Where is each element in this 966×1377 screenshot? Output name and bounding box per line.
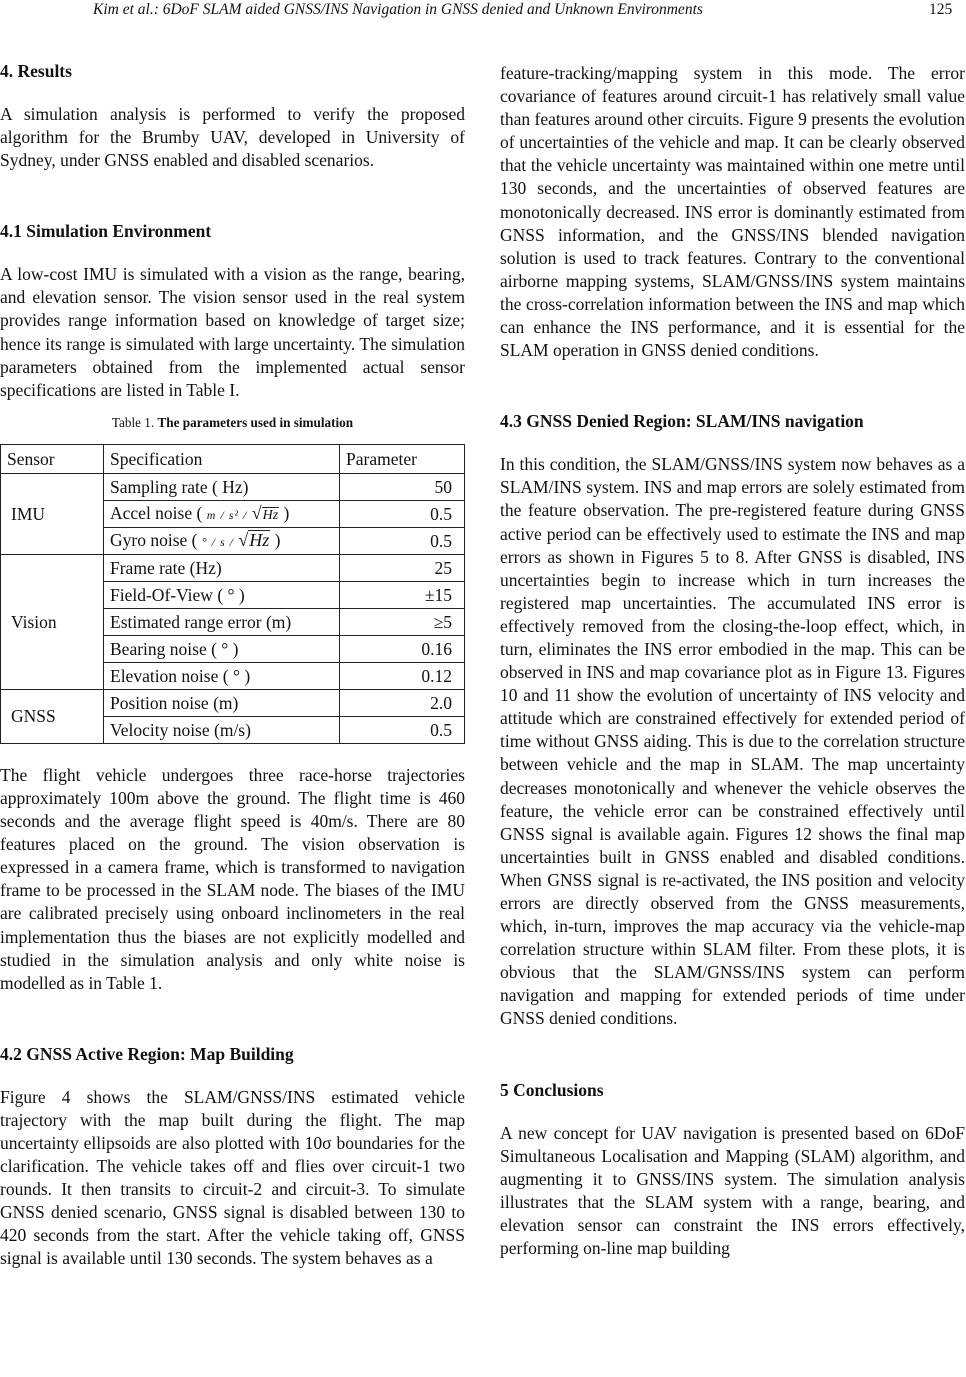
sensor-imu: IMU: [1, 473, 104, 554]
table-row: [1, 473, 465, 500]
simulation-environment-paragraph: A low-cost IMU is simulated with a vision as the range, bearing, and elevation sensor. The vision sensor used in the real system provides range information based on knowledge of target size; hence its range is simulated with large uncertainty. The simulation parameters obtained from the implemented actual sensor specifications are listed in Table I.: [0, 264, 465, 400]
value-cell: ±15: [340, 581, 465, 608]
sensor-vision: Vision: [1, 554, 104, 689]
conclusions-heading: 5 Conclusions: [500, 1079, 604, 1100]
simulation-environment-heading: 4.1 Simulation Environment: [0, 221, 212, 242]
spec-cell: [104, 527, 340, 554]
spec-cell: Field-Of-View ( ° ): [104, 581, 340, 608]
spec-cell: [104, 500, 340, 527]
table-caption: [0, 414, 465, 432]
header-sensor: Sensor: [1, 444, 104, 473]
gnss-denied-paragraph: In this condition, the SLAM/GNSS/INS system now behaves as a SLAM/INS system. INS and map errors are solely estimated from the feature observation. The pre-registered feature during GNSS active period can be effectively used to estimate the INS and map errors as shown in Figures 5 to 8. After GNSS is disabled, INS uncertainties begin to increase which in turn increases the registered map uncertainties. The accumulated INS error is effectively removed from the closing-the-loop effect, which, in turn, eliminates the INS error embodied in the map. This can be observed in INS and map covariance plot as in Figure 13. Figures 10 and 11 show the evolution of uncertainty of INS velocity and attitude which are constrained effectively for extended period of time without GNSS aiding. This is due to the correlation structure between vehicle and the map in SLAM. The map uncertainty decreases monotonically and whenever the vehicle observes the feature, the vehicle error can be constrained effectively until GNSS signal is available again. Figures 12 shows the final map uncertainties built in GNSS enabled and disabled conditions. When GNSS signal is re-activated, the INS position and velocity errors are directly observed from the GNSS measurements, which, in-turn, improves the map accuracy via the vehicle-map correlation structure within SLAM filter. From these plots, it is obvious that the SLAM/GNSS/INS system can perform navigation and mapping for extended periods of time under GNSS denied conditions.: [500, 454, 965, 1029]
right-column: [500, 62, 965, 1260]
running-header: [0, 0, 966, 22]
spec-cell: Estimated range error (m): [104, 608, 340, 635]
page-number: 125: [929, 1, 953, 18]
spec-cell: Velocity noise (m/s): [104, 716, 340, 743]
value-cell: ≥5: [340, 608, 465, 635]
running-title: Kim et al.: 6DoF SLAM aided GNSS/INS Navigation in GNSS denied and Unknown Environments: [93, 1, 703, 18]
results-heading: 4. Results: [0, 61, 72, 81]
value-cell: 25: [340, 554, 465, 581]
value-cell: 0.5: [340, 716, 465, 743]
value-cell: 2.0: [340, 689, 465, 716]
spec-cell: Position noise (m): [104, 689, 340, 716]
gnss-denied-heading: 4.3 GNSS Denied Region: SLAM/INS navigation: [500, 411, 864, 432]
flight-description-paragraph: The flight vehicle undergoes three race-horse trajectories approximately 100m above the ground. The flight time is 460 seconds and the average flight speed is 40m/s. There are 80 features placed on the ground. The vision observation is expressed in a camera frame, which is transformed to navigation frame to be processed in the SLAM node. The biases of the IMU are calibrated precisely using onboard inclinometers in the real implementation thus the biases are not explicitly modelled and studied in the simulation analysis and only white noise is modelled as in Table 1.: [0, 764, 465, 993]
table-row: [1, 554, 465, 581]
spec-prefix: Gyro noise (: [110, 529, 198, 550]
value-cell: 50: [340, 473, 465, 500]
spec-prefix: Accel noise (: [110, 502, 203, 523]
gnss-active-heading: 4.2 GNSS Active Region: Map Building: [0, 1043, 294, 1064]
header-specification: Specification: [104, 444, 340, 473]
value-cell: 0.16: [340, 635, 465, 662]
spec-cell: Sampling rate ( Hz): [104, 473, 340, 500]
results-paragraph: A simulation analysis is performed to verify the proposed algorithm for the Brumby UAV, developed in University of Sydney, under GNSS enabled and disabled scenarios.: [0, 104, 465, 171]
table-row: [1, 689, 465, 716]
table-caption-title: The parameters used in simulation: [157, 414, 354, 430]
sqrt-radicand: Hz: [249, 529, 270, 550]
gnss-active-paragraph-continued: feature-tracking/mapping system in this mode. The error covariance of features around circuit-1 has relatively small value than features around other circuits. Figure 9 presents the evolution of uncertainties of the vehicle and map. It can be clearly observed that the vehicle uncertainty was maintained within one metre until 130 seconds, and the uncertainties of observed features are monotonically decreased. INS error is dominantly estimated from GNSS information, and the GNSS/INS blended navigation solution is used to track features. Contrary to the conventional airborne mapping systems, SLAM/GNSS/INS system maintains the cross-correlation information between the INS and map which can enhance the INS performance, and it is essential for the SLAM operation in GNSS denied conditions.: [500, 63, 965, 361]
conclusions-paragraph: A new concept for UAV navigation is presented based on 6DoF Simultaneous Localisation and Mapping (SLAM) algorithm, and augmenting it to GNSS/INS system. The simulation analysis illustrates that the SLAM system with a range, bearing, and elevation sensor can constraint the INS errors effectively, performing on-line map building: [500, 1122, 965, 1259]
sqrt-symbol: √: [251, 502, 262, 523]
sqrt-symbol: √: [238, 529, 249, 550]
gnss-active-paragraph: Figure 4 shows the SLAM/GNSS/INS estimated vehicle trajectory with the map built during the flight. The map uncertainty ellipsoids are also plotted with 10σ boundaries for the clarification. The vehicle takes off and flies over circuit-1 two rounds. It then transits to circuit-2 and circuit-3. To simulate GNSS denied scenario, GNSS signal is disabled between 130 to 420 seconds from the start. After the vehicle taking off, GNSS signal is available until 130 seconds. The system behaves as a: [0, 1086, 465, 1269]
accel-unit: m / s² /: [206, 507, 248, 522]
table-header-row: [1, 444, 465, 473]
header-parameter: Parameter: [340, 444, 465, 473]
left-column: [0, 60, 465, 1271]
spec-cell: Bearing noise ( ° ): [104, 635, 340, 662]
value-cell: 0.5: [340, 527, 465, 554]
spec-cell: Frame rate (Hz): [104, 554, 340, 581]
value-cell: 0.5: [340, 500, 465, 527]
value-cell: 0.12: [340, 662, 465, 689]
gyro-unit: ° / s /: [201, 534, 234, 549]
sensor-gnss: GNSS: [1, 689, 104, 743]
table-caption-prefix: Table 1.: [111, 414, 155, 430]
spec-suffix: ): [283, 502, 290, 523]
parameters-table: [0, 444, 465, 744]
sqrt-radicand: Hz: [262, 507, 279, 523]
spec-suffix: ): [274, 529, 281, 550]
spec-cell: Elevation noise ( ° ): [104, 662, 340, 689]
